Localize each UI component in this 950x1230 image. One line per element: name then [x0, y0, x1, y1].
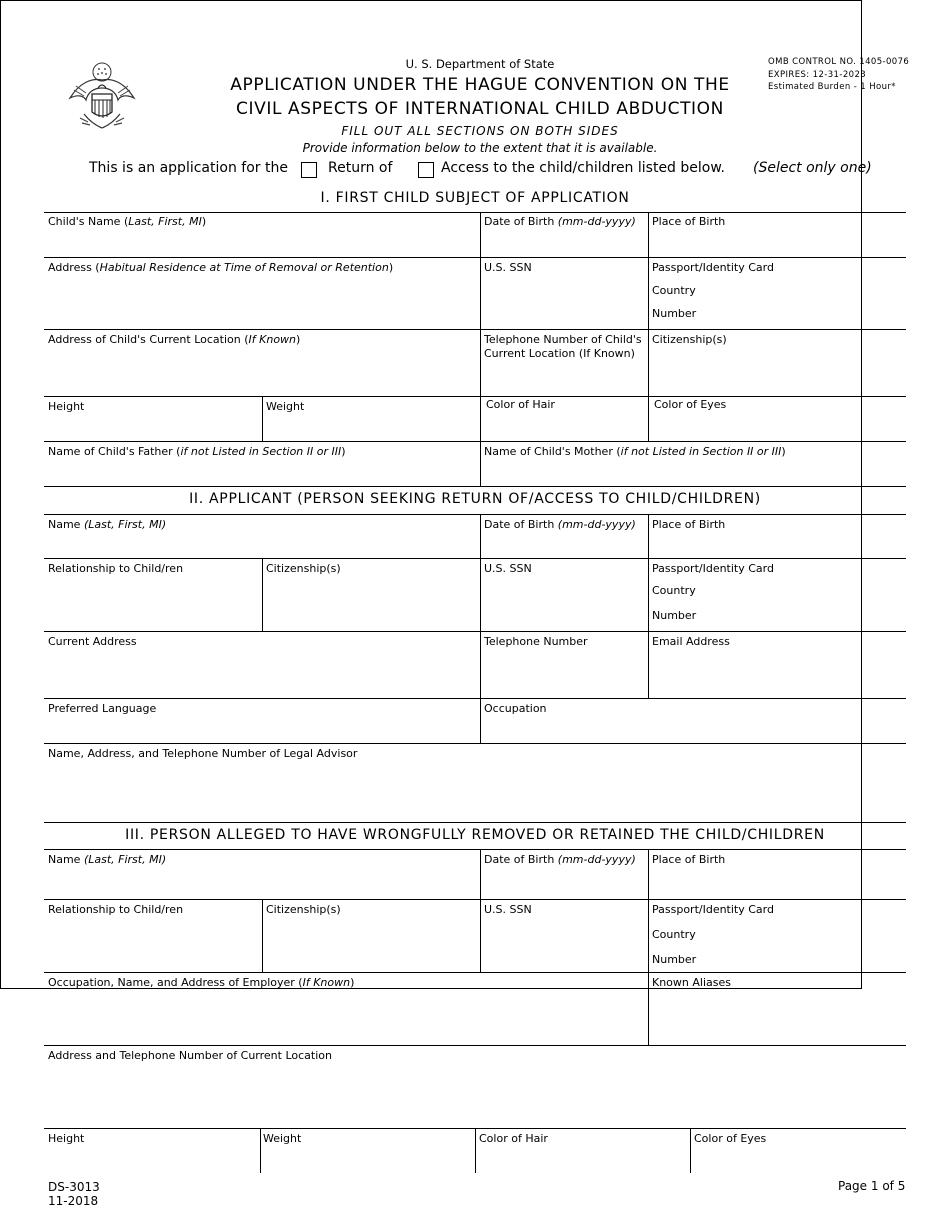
department-name: U. S. Department of State: [405, 57, 555, 71]
us-great-seal-icon: [62, 58, 142, 138]
child-ssn-label: U.S. SSN: [484, 261, 532, 274]
respondent-eye-color-label: Color of Eyes: [694, 1132, 767, 1145]
child-eye-color-label: Color of Eyes: [654, 398, 727, 411]
respondent-dob-label: Date of Birth (mm-dd-yyyy): [484, 853, 636, 866]
section1-heading: I. FIRST CHILD SUBJECT OF APPLICATION: [320, 190, 630, 206]
form-title-line1: APPLICATION UNDER THE HAGUE CONVENTION ON THE: [230, 75, 730, 95]
respondent-aliases-label: Known Aliases: [652, 976, 731, 989]
applicant-place-of-birth-label: Place of Birth: [652, 518, 726, 531]
respondent-employer-label: Occupation, Name, and Address of Employer (If Known): [48, 976, 355, 989]
return-of-checkbox[interactable]: [301, 162, 317, 178]
page-number: Page 1 of 5: [838, 1179, 906, 1193]
child-weight-label: Weight: [266, 400, 305, 413]
respondent-location-label: Address and Telephone Number of Current Location: [48, 1049, 332, 1062]
section2-heading: II. APPLICANT (PERSON SEEKING RETURN OF/ACCESS TO CHILD/CHILDREN): [189, 491, 761, 507]
child-height-label: Height: [48, 400, 85, 413]
respondent-height-label: Height: [48, 1132, 85, 1145]
form-title-line2: CIVIL ASPECTS OF INTERNATIONAL CHILD ABDUCTION: [236, 99, 724, 119]
instruction-sections: FILL OUT ALL SECTIONS ON BOTH SIDES: [341, 124, 619, 138]
respondent-weight-label: Weight: [263, 1132, 302, 1145]
omb-control-number: OMB CONTROL NO. 1405-0076: [768, 57, 910, 67]
child-hair-color-label: Color of Hair: [486, 398, 555, 411]
respondent-passport-label: Passport/Identity Card: [652, 903, 774, 916]
respondent-relationship-label: Relationship to Child/ren: [48, 903, 184, 916]
respondent-name-label: Name (Last, First, MI): [48, 853, 167, 866]
respondent-hair-color-label: Color of Hair: [479, 1132, 548, 1145]
form-revision-date: 11-2018: [48, 1194, 99, 1208]
access-to-label: Access to the child/children listed below.: [441, 160, 725, 176]
legal-advisor-label: Name, Address, and Telephone Number of Legal Advisor: [48, 747, 358, 760]
instruction-extent: Provide information below to the extent that it is available.: [302, 141, 658, 155]
child-current-location-label: Address of Child's Current Location (If Known): [48, 333, 301, 346]
child-location-phone-label-line2: Current Location (If Known): [484, 347, 635, 360]
applicant-citizenship-label: Citizenship(s): [266, 562, 341, 575]
form-number: DS-3013: [48, 1180, 100, 1194]
applicant-telephone-label: Telephone Number: [484, 635, 588, 648]
respondent-passport-number-label: Number: [652, 953, 697, 966]
access-to-checkbox[interactable]: [418, 162, 434, 178]
respondent-passport-country-label: Country: [652, 928, 696, 941]
respondent-ssn-label: U.S. SSN: [484, 903, 532, 916]
child-mother-label: Name of Child's Mother (if not Listed in Section II or III): [484, 445, 786, 458]
omb-expiration: EXPIRES: 12-31-2023: [768, 70, 867, 80]
section3-heading: III. PERSON ALLEGED TO HAVE WRONGFULLY REMOVED OR RETAINED THE CHILD/CHILDREN: [125, 827, 825, 843]
applicant-address-label: Current Address: [48, 635, 137, 648]
child-place-of-birth-label: Place of Birth: [652, 215, 726, 228]
applicant-email-label: Email Address: [652, 635, 730, 648]
omb-burden: Estimated Burden - 1 Hour*: [768, 82, 896, 92]
applicant-dob-label: Date of Birth (mm-dd-yyyy): [484, 518, 636, 531]
child-dob-label: Date of Birth (mm-dd-yyyy): [484, 215, 636, 228]
application-type-prefix: This is an application for the: [89, 160, 288, 176]
applicant-passport-country-label: Country: [652, 584, 696, 597]
applicant-ssn-label: U.S. SSN: [484, 562, 532, 575]
applicant-name-label: Name (Last, First, MI): [48, 518, 167, 531]
child-passport-number-label: Number: [652, 307, 697, 320]
child-passport-label: Passport/Identity Card: [652, 261, 774, 274]
child-location-phone-label-line1: Telephone Number of Child's: [484, 333, 642, 346]
applicant-passport-number-label: Number: [652, 609, 697, 622]
child-address-label: Address (Habitual Residence at Time of Removal or Retention): [48, 261, 394, 274]
child-father-label: Name of Child's Father (if not Listed in Section II or III): [48, 445, 346, 458]
applicant-language-label: Preferred Language: [48, 702, 157, 715]
applicant-relationship-label: Relationship to Child/ren: [48, 562, 184, 575]
applicant-passport-label: Passport/Identity Card: [652, 562, 774, 575]
child-passport-country-label: Country: [652, 284, 696, 297]
respondent-place-of-birth-label: Place of Birth: [652, 853, 726, 866]
child-name-label: Child's Name (Last, First, MI): [48, 215, 207, 228]
child-citizenship-label: Citizenship(s): [652, 333, 727, 346]
return-of-label: Return of: [328, 160, 393, 176]
applicant-occupation-label: Occupation: [484, 702, 547, 715]
select-only-one-note: (Select only one): [753, 160, 872, 176]
respondent-citizenship-label: Citizenship(s): [266, 903, 341, 916]
